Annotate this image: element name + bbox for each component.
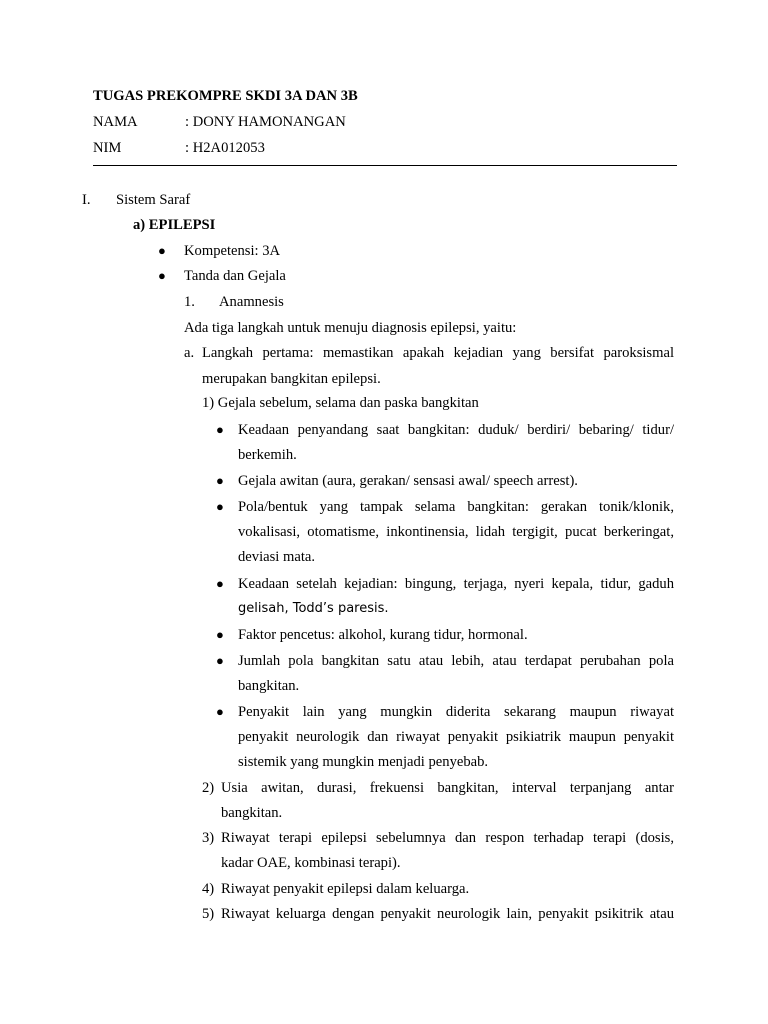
symptom-1-line2: berkemih. bbox=[238, 447, 297, 463]
numbered-5-line1: Riwayat keluarga dengan penyakit neurologik lain, penyakit psikitrik atau bbox=[221, 906, 674, 922]
symptom-2-line1: Gejala awitan (aura, gerakan/ sensasi awal/ speech arrest). bbox=[238, 473, 578, 489]
document-title: TUGAS PREKOMPRE SKDI 3A DAN 3B bbox=[93, 88, 358, 104]
numbered-4-line1: Riwayat penyakit epilepsi dalam keluarga. bbox=[221, 881, 470, 897]
symptom-7-line3: sistemik yang mungkin menjadi penyebab. bbox=[238, 754, 489, 770]
bullet-icon: ● bbox=[216, 473, 224, 488]
bullet-icon: ● bbox=[216, 653, 224, 668]
nim-label: NIM bbox=[93, 140, 122, 156]
bullet-icon: ● bbox=[216, 499, 224, 514]
item-number: 1. bbox=[184, 294, 195, 310]
bullet-icon: ● bbox=[216, 627, 224, 642]
bullet-competency: Kompetensi: 3A bbox=[184, 243, 281, 259]
symptom-7-line2: penyakit neurologik dan riwayat penyakit psikiatrik maupun penyakit bbox=[238, 729, 674, 745]
symptom-5-line1: Faktor pencetus: alkohol, kurang tidur, hormonal. bbox=[238, 627, 528, 643]
symptom-1-line1: Keadaan penyandang saat bangkitan: duduk/ berdiri/ bebaring/ tidur/ bbox=[238, 422, 674, 438]
item-title: Anamnesis bbox=[219, 294, 284, 310]
nim-value: : H2A012053 bbox=[185, 140, 265, 156]
numbered-2-line2: bangkitan. bbox=[221, 805, 283, 821]
symptom-4-line1: Keadaan setelah kejadian: bingung, terjaga, nyeri kepala, tidur, gaduh bbox=[238, 576, 674, 592]
bullet-icon: ● bbox=[158, 268, 166, 283]
numbered-3-marker: 3) bbox=[202, 830, 215, 846]
symptom-3-line1: Pola/bentuk yang tampak selama bangkitan: gerakan tonik/klonik, bbox=[238, 499, 674, 515]
bullet-icon: ● bbox=[158, 243, 166, 258]
subsection-title: a) EPILEPSI bbox=[133, 217, 216, 233]
bullet-signs: Tanda dan Gejala bbox=[184, 268, 286, 284]
intro-text: Ada tiga langkah untuk menuju diagnosis epilepsi, yaitu: bbox=[184, 320, 517, 336]
header-divider bbox=[93, 165, 677, 166]
symptom-7-line1: Penyakit lain yang mungkin diderita sekarang maupun riwayat bbox=[238, 704, 674, 720]
bullet-icon: ● bbox=[216, 704, 224, 719]
symptom-4-line2: gelisah, Todd’s paresis. bbox=[238, 601, 389, 616]
section-number: I. bbox=[82, 192, 91, 208]
numbered-2-marker: 2) bbox=[202, 780, 215, 796]
name-label: NAMA bbox=[93, 114, 138, 130]
step-a-line1: Langkah pertama: memastikan apakah kejadian yang bersifat paroksismal bbox=[202, 345, 674, 361]
symptom-3-line2: vokalisasi, otomatisme, inkontinensia, lidah tergigit, pucat berkeringat, bbox=[238, 524, 674, 540]
bullet-icon: ● bbox=[216, 576, 224, 591]
numbered-2-line1: Usia awitan, durasi, frekuensi bangkitan, interval terpanjang antar bbox=[221, 780, 674, 796]
numbered-3-line1: Riwayat terapi epilepsi sebelumnya dan respon terhadap terapi (dosis, bbox=[221, 830, 674, 846]
section-title: Sistem Saraf bbox=[116, 192, 191, 208]
name-value: : DONY HAMONANGAN bbox=[185, 114, 346, 130]
symptom-6-line1: Jumlah pola bangkitan satu atau lebih, atau terdapat perubahan pola bbox=[238, 653, 674, 669]
numbered-3-line2: kadar OAE, kombinasi terapi). bbox=[221, 855, 401, 871]
step-a-line2: merupakan bangkitan epilepsi. bbox=[202, 371, 381, 387]
step-a-marker: a. bbox=[184, 345, 195, 361]
numbered-5-marker: 5) bbox=[202, 906, 215, 922]
numbered-4-marker: 4) bbox=[202, 881, 215, 897]
sub-item-1: 1) Gejala sebelum, selama dan paska bangkitan bbox=[202, 395, 479, 411]
symptom-3-line3: deviasi mata. bbox=[238, 549, 315, 565]
symptom-6-line2: bangkitan. bbox=[238, 678, 300, 694]
bullet-icon: ● bbox=[216, 422, 224, 437]
